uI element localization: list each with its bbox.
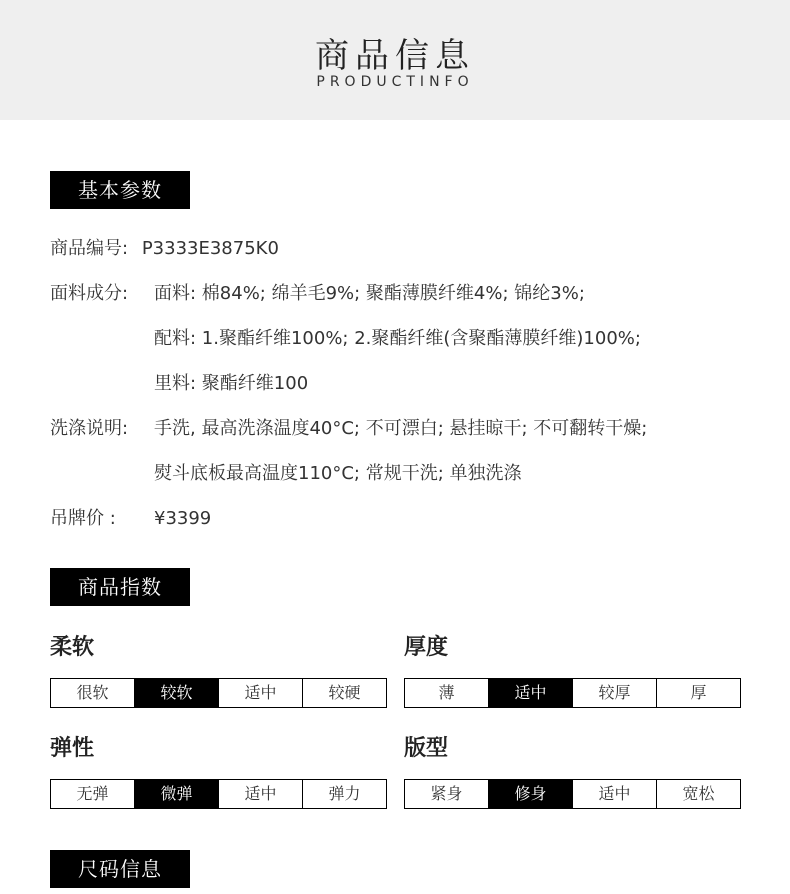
- section-tag-index: 商品指数: [50, 568, 190, 606]
- product-code-label: 商品编号:: [50, 238, 129, 259]
- product-code-value: P3333E3875K0: [141, 238, 279, 259]
- softness-scale: [50, 678, 387, 708]
- price-label: 吊牌价 :: [50, 508, 116, 529]
- fit-option: 适中: [573, 780, 657, 808]
- wash-line-1: 手洗, 最高洗涤温度40°C; 不可漂白; 悬挂晾干; 不可翻转干燥;: [154, 418, 648, 439]
- fit-option: 紧身: [405, 780, 489, 808]
- thickness-option: 较厚: [573, 679, 657, 707]
- thickness-option: 适中: [489, 679, 573, 707]
- page-header: [0, 0, 790, 120]
- fabric-main: 面料: 棉84%; 绵羊毛9%; 聚酯薄膜纤维4%; 锦纶3%;: [154, 283, 585, 304]
- elasticity-scale: [50, 779, 387, 809]
- thickness-scale: [404, 678, 741, 708]
- fit-option: 宽松: [657, 780, 740, 808]
- elasticity-option: 适中: [219, 780, 303, 808]
- price-value: ¥3399: [154, 508, 212, 529]
- price-row: [50, 507, 116, 531]
- elasticity-option: 无弹: [51, 780, 135, 808]
- fabric-row: [50, 282, 128, 306]
- fit-option: 修身: [489, 780, 573, 808]
- thickness-option: 薄: [405, 679, 489, 707]
- fabric-label: 面料成分:: [50, 283, 129, 304]
- fabric-trim: 配料: 1.聚酯纤维100%; 2.聚酯纤维(含聚酯薄膜纤维)100%;: [154, 328, 641, 349]
- elasticity-option: 微弹: [135, 780, 219, 808]
- product-code-row: [50, 237, 279, 261]
- elasticity-option: 弹力: [303, 780, 386, 808]
- thickness-title: 厚度: [404, 635, 449, 660]
- wash-label: 洗涤说明:: [50, 418, 129, 439]
- softness-option: 适中: [219, 679, 303, 707]
- page-title: 商品信息: [315, 36, 475, 76]
- elasticity-title: 弹性: [50, 736, 95, 761]
- fit-title: 版型: [404, 736, 449, 761]
- softness-option: 较硬: [303, 679, 386, 707]
- fabric-lining: 里料: 聚酯纤维100: [154, 373, 309, 394]
- page-subtitle: PRODUCTINFO: [316, 74, 474, 90]
- softness-option: 较软: [135, 679, 219, 707]
- softness-option: 很软: [51, 679, 135, 707]
- section-tag-size: 尺码信息: [50, 850, 190, 888]
- thickness-option: 厚: [657, 679, 740, 707]
- fit-scale: [404, 779, 741, 809]
- wash-row: [50, 417, 128, 441]
- wash-line-2: 熨斗底板最高温度110°C; 常规干洗; 单独洗涤: [154, 463, 522, 484]
- softness-title: 柔软: [50, 635, 95, 660]
- section-tag-basic: 基本参数: [50, 171, 190, 209]
